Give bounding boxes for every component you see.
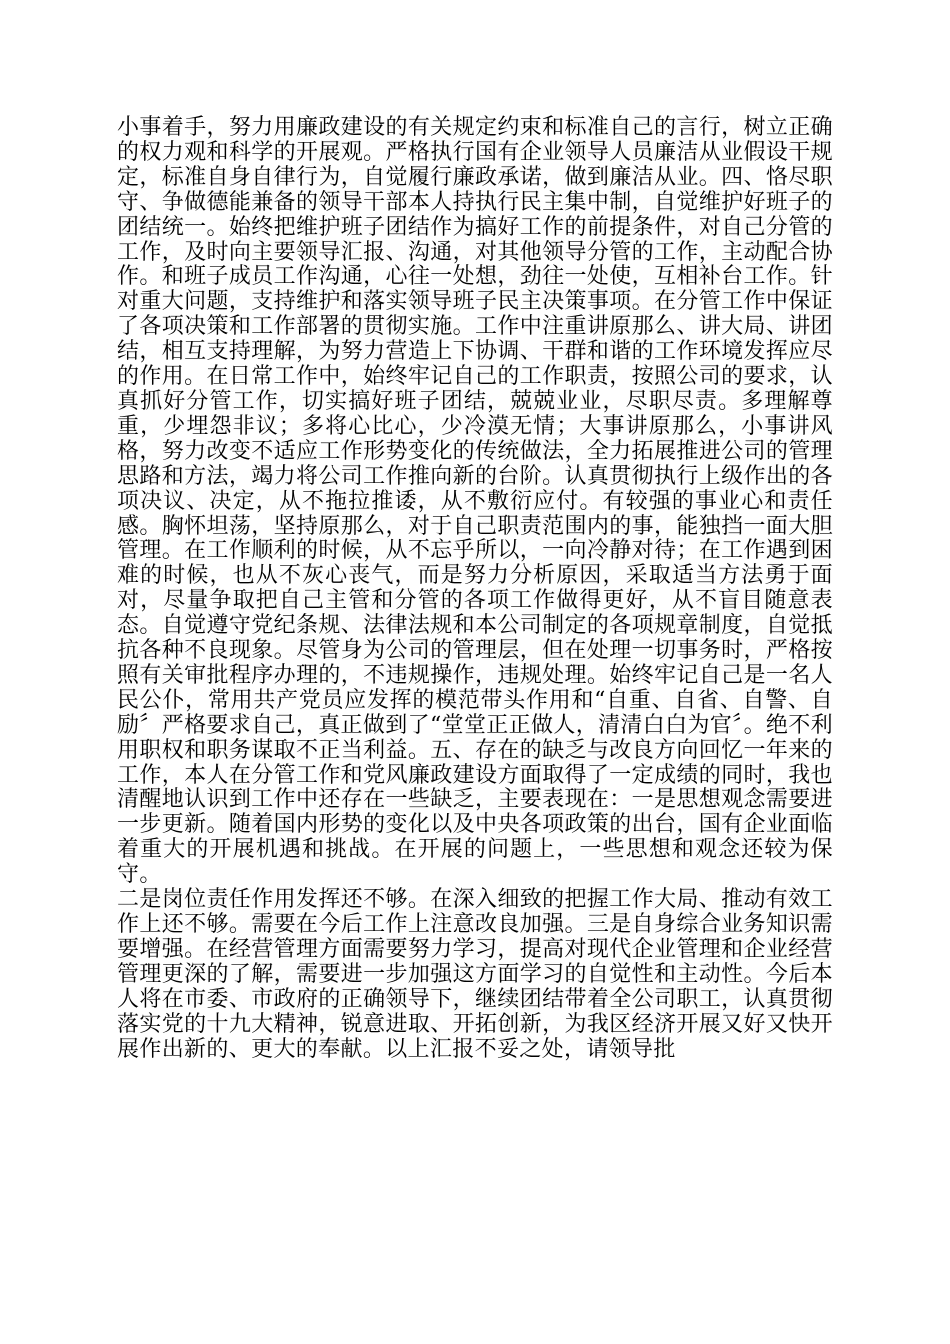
paragraph-2: 二是岗位责任作用发挥还不够。在深入细致的把握工作大局、推动有效工作上还不够。需要在今后工作上注意改良加强。三是自身综合业务知识需要增强。在经营管理方面需要努力学习，提高对现代企业管理和企业经营管理更深的了解，需要进一步加强这方面学习的自觉性和主动性。今后本人将在市委、市政府的正确领导下，继续团结带着全公司职工，认真贯彻落实党的十九大精神，锐意进取、开拓创新，为我区经济开展又好又快开展作出新的、更大的奉献。以上汇报不妥之处，请领导批 [117, 887, 833, 1062]
paragraph-1: 小事着手，努力用廉政建设的有关规定约束和标准自己的言行，树立正确的权力观和科学的开展观。严格执行国有企业领导人员廉洁从业假设干规定，标准自身自律行为，自觉履行廉政承诺，做到廉洁从业。四、恪尽职守、争做德能兼备的领导干部本人持执行民主集中制，自觉维护好班子的团结统一。始终把维护班子团结作为搞好工作的前提条件，对自己分管的工作，及时向主要领导汇报、沟通，对其他领导分管的工作，主动配合协作。和班子成员工作沟通，心往一处想，劲往一处使，互相补台工作。针对重大问题，支持维护和落实领导班子民主决策事项。在分管工作中保证了各项决策和工作部署的贯彻实施。工作中注重讲原那么、讲大局、讲团结，相互支持理解，为努力营造上下协调、干群和谐的工作环境发挥应尽的作用。在日常工作中，始终牢记自己的工作职责，按照公司的要求，认真抓好分管工作，切实搞好班子团结，兢兢业业，尽职尽责。多理解尊重，少埋怨非议；多将心比心，少冷漠无情；大事讲原那么，小事讲风格，努力改变不适应工作形势变化的传统做法，全力拓展推进公司的管理思路和方法，竭力将公司工作推向新的台阶。认真贯彻执行上级作出的各项决议、决定，从不拖拉推诿，从不敷衍应付。有较强的事业心和责任感。胸怀坦荡，坚持原那么，对于自己职责范围内的事，能独挡一面大胆管理。在工作顺利的时候，从不忘乎所以，一向冷静对待；在工作遇到困难的时候，也从不灰心丧气，而是努力分析原因，采取适当方法勇于面对，尽量争取把自己主管和分管的各项工作做得更好，从不盲目随意表态。自觉遵守党纪条规、法律法规和本公司制定的各项规章制度，自觉抵抗各种不良现象。尽管身为公司的管理层，但在处理一切事务时，严格按照有关审批程序办理的，不违规操作，违规处理。始终牢记自己是一名人民公仆，常用共产党员应发挥的模范带头作用和“自重、自省、自警、自励〞严格要求自己，真正做到了“堂堂正正做人，清清白白为官〞。绝不利用职权和职务谋取不正当利益。五、存在的缺乏与改良方向回忆一年来的工作，本人在分管工作和党风廉政建设方面取得了一定成绩的同时，我也清醒地认识到工作中还存在一些缺乏，主要表现在：一是思想观念需要进一步更新。随着国内形势的变化以及中央各项政策的出台，国有企业面临着重大的开展机遇和挑战。在开展的问题上，一些思想和观念还较为保守。 [117, 115, 833, 888]
document-body [117, 116, 833, 1062]
